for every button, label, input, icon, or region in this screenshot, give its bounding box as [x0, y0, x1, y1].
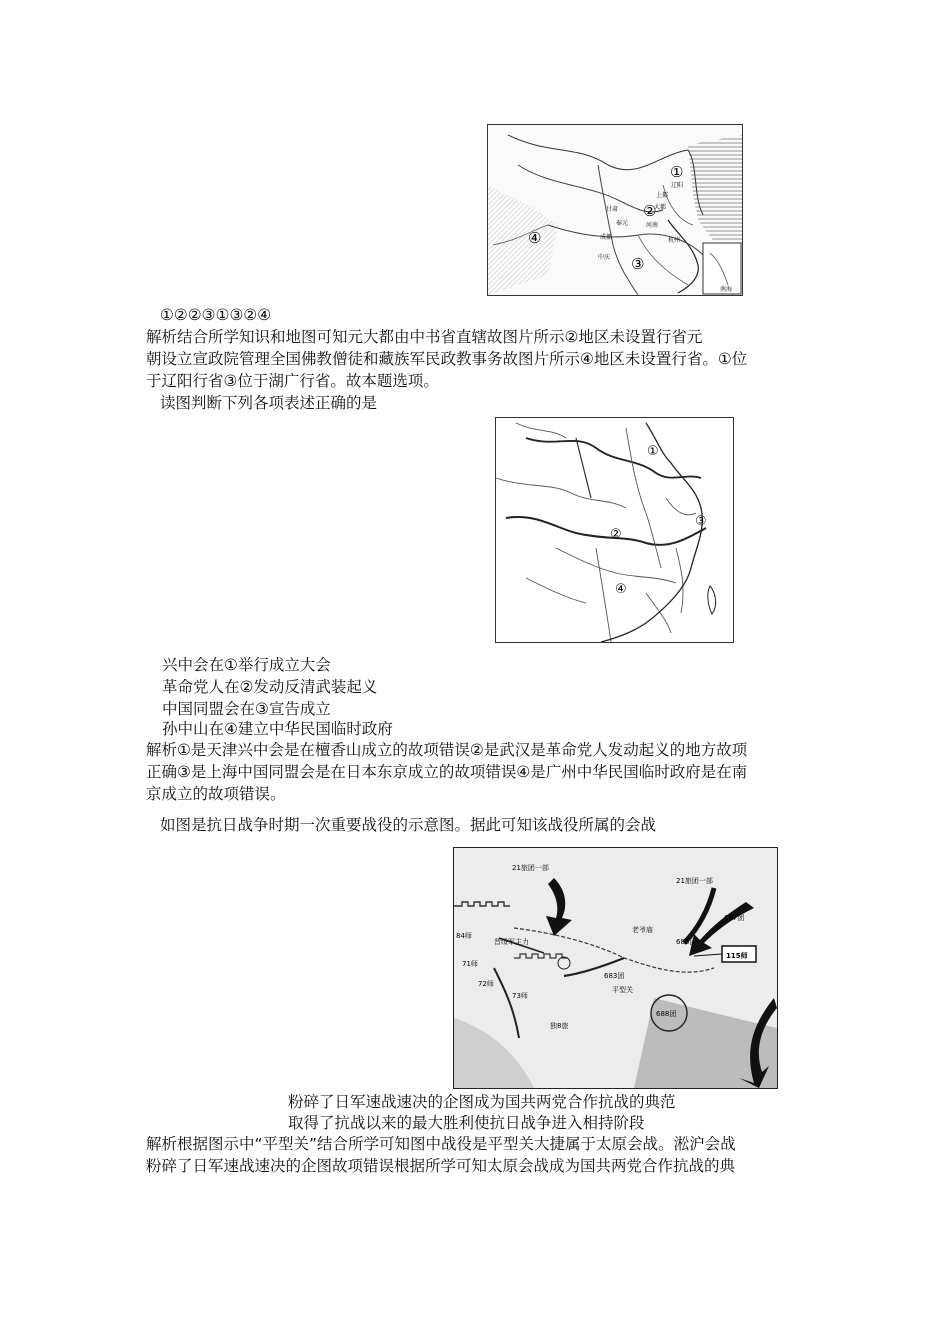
map1-label: 大都 — [654, 204, 667, 211]
q1-analysis-line: 解析结合所学知识和地图可知元大都由中书省直辖故图片所示②地区未设置行省元 — [146, 328, 703, 346]
map2-marker-1: ① — [647, 444, 659, 459]
battle-label: 21旅团一部 — [512, 864, 549, 872]
map2-marker-3: ③ — [695, 514, 707, 529]
yuan-map-drawing — [488, 125, 742, 295]
battle-label: 687团 — [724, 914, 745, 922]
q1-analysis-line: 于辽阳行省③位于湖广行省。故本题选项。 — [146, 372, 439, 390]
battle-map-drawing — [454, 848, 777, 1088]
q2-option-b: 革命党人在②发动反清武装起义 — [162, 678, 378, 696]
q2-stem: 读图判断下列各项表述正确的是 — [160, 394, 378, 412]
battle-label: 115师 — [726, 952, 748, 960]
map1-marker-2: ② — [643, 202, 657, 220]
map2-marker-4: ④ — [615, 582, 627, 597]
battle-label: 72师 — [478, 980, 494, 988]
map1-label: 杭州 — [668, 237, 681, 244]
yuan-provinces-map — [487, 124, 743, 296]
china-map-drawing — [496, 418, 733, 642]
battle-label: 84师 — [456, 932, 472, 940]
battle-label: 晋绥军主力 — [494, 938, 529, 946]
battle-label: 老爷庙 — [632, 926, 653, 934]
battle-label: 平型关 — [612, 986, 633, 994]
pingxingguan-battle-map — [453, 847, 778, 1089]
map1-label: 河南 — [646, 222, 659, 229]
q3-stem: 如图是抗日战争时期一次重要战役的示意图。据此可知该战役所属的会战 — [160, 816, 657, 834]
q3-option-b: 取得了抗战以来的最大胜利使抗日战争进入相持阶段 — [288, 1114, 645, 1132]
q3-analysis-line: 解析根据图示中“平型关”结合所学可知图中战役是平型关大捷属于太原会战。淞沪会战 — [146, 1135, 736, 1153]
map1-marker-3: ③ — [631, 255, 645, 273]
map2-marker-2: ② — [610, 527, 622, 542]
map1-label: 辽阳 — [671, 182, 684, 189]
map1-marker-4: ④ — [528, 229, 542, 247]
battle-label: 688团 — [656, 1010, 677, 1018]
q2-option-c: 中国同盟会在③宣告成立 — [162, 700, 331, 718]
battle-label: 73师 — [512, 992, 528, 1000]
map1-label: 甘肃 — [606, 206, 619, 213]
battle-label: 独8旅 — [550, 1022, 569, 1030]
battle-label: 683团 — [604, 972, 625, 980]
map1-label: 奉元 — [616, 220, 629, 227]
q2-option-a: 兴中会在①举行成立大会 — [162, 656, 331, 674]
map1-label: 中庆 — [598, 254, 611, 261]
q1-analysis-line: 朝设立宣政院管理全国佛教僧徒和藏族军民政教事务故图片所示④地区未设置行省。①位 — [146, 350, 748, 368]
q3-option-a: 粉碎了日军速战速决的企图成为国共两党合作抗战的典范 — [288, 1093, 676, 1111]
q2-analysis-line: 京成立的故项错误。 — [146, 785, 286, 803]
battle-label: 686团 — [676, 938, 697, 946]
battle-label: 71师 — [462, 960, 478, 968]
map1-label: 上都 — [656, 192, 669, 199]
q2-option-d: 孙中山在④建立中华民国临时政府 — [162, 720, 393, 738]
q3-analysis-line: 粉碎了日军速战速决的企图故项错误根据所学可知太原会战成为国共两党合作抗战的典 — [146, 1157, 736, 1175]
q2-analysis-line: 正确③是上海中国同盟会是在日本东京成立的故项错误④是广州中华民国临时政府是在南 — [146, 763, 748, 781]
map1-label: 成都 — [600, 234, 613, 241]
map1-label: 南海 — [720, 286, 733, 293]
q2-analysis-line: 解析①是天津兴中会是在檀香山成立的故项错误②是武汉是革命党人发动起义的地方故项 — [146, 741, 748, 759]
china-provinces-map — [495, 417, 734, 643]
battle-label: 21旅团一部 — [676, 877, 713, 885]
map1-marker-1: ① — [670, 163, 684, 181]
q1-options: ①②②③①③②④ — [160, 306, 272, 324]
